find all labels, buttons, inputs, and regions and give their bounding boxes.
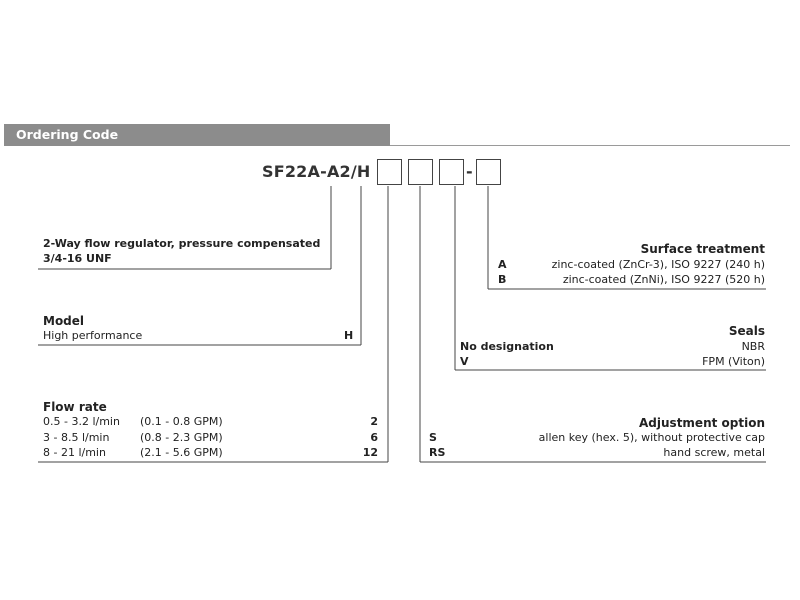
surface-treatment-heading: Surface treatment (640, 242, 765, 256)
flow-rate-code-3: 12 (362, 446, 378, 459)
ordering-code-prefix: SF22A-A2/H (262, 162, 371, 181)
seals-code-v: V (460, 355, 469, 368)
flow-rate-lpm-3: 8 - 21 l/min (43, 446, 106, 459)
section-title: Ordering Code (16, 127, 119, 142)
adjustment-label-s: allen key (hex. 5), without protective cap (538, 431, 765, 444)
description-line-1: 2-Way flow regulator, pressure compensated (43, 237, 321, 250)
adjustment-code-rs: RS (429, 446, 446, 459)
seals-heading: Seals (728, 324, 765, 338)
surface-treatment-label-a: zinc-coated (ZnCr-3), ISO 9227 (240 h) (551, 258, 765, 271)
flow-rate-gpm-3: (2.1 - 5.6 GPM) (140, 446, 223, 459)
adjustment-code-s: S (429, 431, 437, 444)
adjustment-label-rs: hand screw, metal (663, 446, 765, 459)
code-dash: - (466, 162, 473, 181)
surface-treatment-code-a: A (498, 258, 507, 271)
seals-label-nbr: NBR (741, 340, 765, 353)
model-label: High performance (43, 329, 143, 342)
model-heading: Model (43, 314, 85, 328)
flow-rate-code-1: 2 (370, 415, 378, 428)
flow-rate-gpm-2: (0.8 - 2.3 GPM) (140, 431, 223, 444)
seals-code-none: No designation (460, 340, 554, 353)
flow-rate-lpm-2: 3 - 8.5 l/min (43, 431, 110, 444)
flow-rate-lpm-1: 0.5 - 3.2 l/min (43, 415, 120, 428)
seals-label-fpm: FPM (Viton) (702, 355, 765, 368)
surface-treatment-code-b: B (498, 273, 507, 286)
flow-rate-gpm-1: (0.1 - 0.8 GPM) (140, 415, 223, 428)
description-line-2: 3/4-16 UNF (43, 252, 112, 265)
adjustment-heading: Adjustment option (639, 416, 765, 430)
flow-rate-heading: Flow rate (43, 400, 107, 414)
surface-treatment-label-b: zinc-coated (ZnNi), ISO 9227 (520 h) (562, 273, 765, 286)
model-code: H (344, 329, 354, 342)
flow-rate-code-2: 6 (370, 431, 378, 444)
